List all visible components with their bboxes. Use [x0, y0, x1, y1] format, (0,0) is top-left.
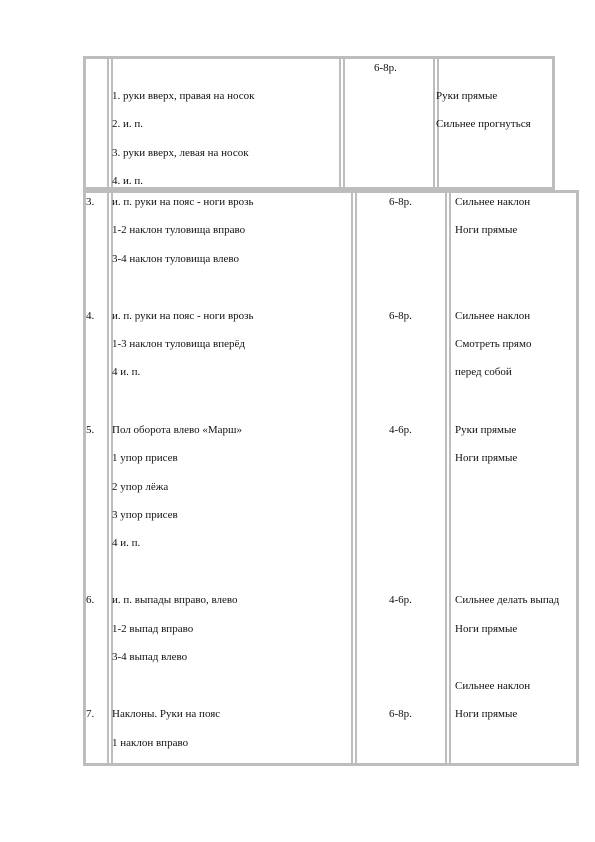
note-line: Сильнее прогнуться — [436, 118, 531, 130]
exercise-line: 2. и. п. — [112, 118, 144, 130]
exercise-line: и. п. выпады вправо, влево — [112, 594, 238, 606]
exercise-line: 1 наклон вправо — [112, 737, 189, 749]
reps-count: 6-8р. — [389, 196, 412, 208]
exercise-line: Пол оборота влево «Марш» — [112, 424, 242, 436]
row-number: 6. — [86, 594, 95, 606]
note-line: Ноги прямые — [455, 224, 518, 236]
exercise-line: 4 и. п. — [112, 537, 141, 549]
exercise-line: 1-2 выпад вправо — [112, 623, 194, 635]
note-line: Руки прямые — [455, 424, 517, 436]
note-line: Ноги прямые — [455, 623, 518, 635]
note-line: Сильнее наклон — [455, 680, 531, 692]
note-line: Смотреть прямо — [455, 338, 532, 350]
exercise-line: 4. и. п. — [112, 175, 144, 187]
row-number: 3. — [86, 196, 95, 208]
exercise-line: 2 упор лёжа — [112, 481, 169, 493]
note-line: Руки прямые — [436, 90, 498, 102]
note-line: Сильнее делать выпад — [455, 594, 560, 606]
exercise-line: 3-4 наклон туловища влево — [112, 253, 240, 265]
row-number: 5. — [86, 424, 95, 436]
row-number: 4. — [86, 310, 95, 322]
row-number: 7. — [86, 708, 95, 720]
exercise-line: 3 упор присев — [112, 509, 178, 521]
exercise-line: 4 и. п. — [112, 366, 141, 378]
exercise-line: 1 упор присев — [112, 452, 178, 464]
exercise-line: 3. руки вверх, левая на носок — [112, 147, 249, 159]
note-line: Сильнее наклон — [455, 196, 531, 208]
exercise-line: Наклоны. Руки на пояс — [112, 708, 221, 720]
exercise-line: и. п. руки на пояс - ноги врозь — [112, 196, 254, 208]
reps-count: 6-8р. — [389, 310, 412, 322]
note-line: Сильнее наклон — [455, 310, 531, 322]
top-reps: 6-8р. — [374, 62, 397, 74]
reps-count: 4-6р. — [389, 594, 412, 606]
exercise-line: 3-4 выпад влево — [112, 651, 188, 663]
note-line: Ноги прямые — [455, 452, 518, 464]
note-line: Ноги прямые — [455, 708, 518, 720]
exercise-line: 1-2 наклон туловища вправо — [112, 224, 246, 236]
exercise-line: 1-3 наклон туловища вперёд — [112, 338, 245, 350]
reps-count: 4-6р. — [389, 424, 412, 436]
reps-count: 6-8р. — [389, 708, 412, 720]
exercise-line: и. п. руки на пояс - ноги врозь — [112, 310, 254, 322]
note-line: перед собой — [455, 366, 512, 378]
exercise-line: 1. руки вверх, правая на носок — [112, 90, 255, 102]
